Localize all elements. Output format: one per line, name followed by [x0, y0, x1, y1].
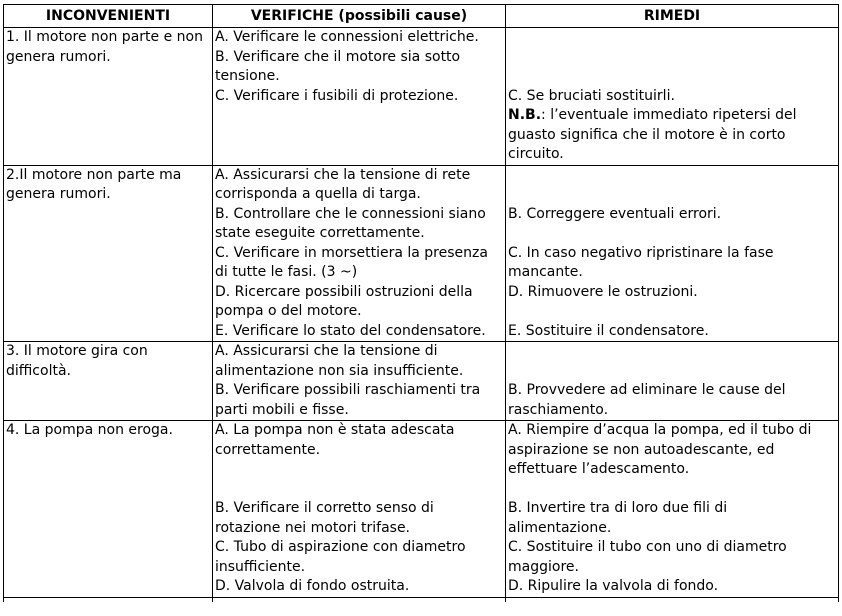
remedy-line: maggiore. — [508, 558, 579, 575]
checks-cell — [213, 421, 506, 598]
check-line: B. Verificare il corretto senso di — [215, 500, 434, 516]
remedy-line: alimentazione. — [508, 519, 612, 536]
problem-line: 2.Il motore non parte ma — [6, 166, 182, 183]
check-line: C. Verificare i fusibili di protezione. — [215, 87, 459, 104]
table-row — [4, 421, 839, 598]
check-line: A. Assicurarsi che la tensione di — [215, 343, 438, 359]
empty-cell — [213, 597, 506, 602]
troubleshooting-table — [3, 4, 839, 602]
check-line: parti mobili e fisse. — [215, 401, 349, 418]
problem-line: 1. Il motore non parte e non — [6, 29, 203, 45]
problem-cell — [4, 342, 213, 421]
remedies-cell — [506, 165, 839, 342]
empty-cell — [4, 597, 213, 602]
remedy-line: aspirazione se non autoadescante, ed — [508, 441, 775, 458]
checks-cell — [213, 165, 506, 342]
remedy-line: B. Correggere eventuali errori. — [508, 205, 722, 222]
remedy-line: D. Rimuovere le ostruzioni. — [508, 283, 698, 300]
remedy-line: B. Provvedere ad eliminare le cause del — [508, 382, 786, 398]
remedies-cell — [506, 342, 839, 421]
table-row — [4, 342, 839, 421]
check-line: state eseguite correttamente. — [215, 225, 425, 241]
check-line: pompa o del motore. — [215, 303, 362, 319]
remedies-cell — [506, 28, 839, 166]
remedy-line: C. Se bruciati sostituirli. — [508, 87, 675, 104]
problem-line: genera rumori. — [6, 186, 111, 202]
table-row — [4, 28, 839, 166]
table-row-partial — [4, 597, 839, 602]
remedy-line: C. In caso negativo ripristinare la fase — [508, 244, 774, 261]
remedy-line: guasto significa che il motore è in corto — [508, 126, 786, 143]
check-line: insufficiente. — [215, 558, 306, 575]
problem-line: genera rumori. — [6, 48, 111, 65]
header-verifiche: VERIFICHE (possibili cause) — [213, 5, 506, 28]
header-rimedi: RIMEDI — [506, 5, 839, 28]
remedies-cell — [506, 421, 839, 598]
table-row — [4, 165, 839, 342]
remedy-line: mancante. — [508, 264, 583, 280]
check-line: rotazione nei motori trifase. — [215, 519, 411, 536]
header-row — [4, 5, 839, 28]
remedy-line: A. Riempire d’acqua la pompa, ed il tubo di — [508, 422, 812, 438]
check-line: corrisponda a quella di targa. — [215, 186, 421, 202]
check-line: B. Verificare possibili raschiamenti tra — [215, 382, 481, 398]
remedy-note-line — [508, 106, 836, 126]
remedy-line: circuito. — [508, 146, 564, 162]
check-line: correttamente. — [215, 441, 321, 458]
problem-line: 3. Il motore gira con — [6, 343, 148, 359]
check-line: B. Verificare che il motore sia sotto — [215, 48, 461, 65]
problem-line: difficoltà. — [6, 362, 71, 379]
check-line: E. Verificare lo stato del condensatore. — [215, 322, 486, 339]
check-line: C. Verificare in morsettiera la presenza — [215, 244, 488, 261]
check-line: A. La pompa non è stata adescata — [215, 422, 455, 438]
check-line: tensione. — [215, 68, 280, 84]
header-inconvenienti: INCONVENIENTI — [4, 5, 213, 28]
check-line: alimentazione non sia insufficiente. — [215, 362, 464, 379]
checks-cell — [213, 28, 506, 166]
remedy-line: raschiamento. — [508, 401, 609, 418]
check-line: D. Valvola di fondo ostruita. — [215, 578, 410, 594]
check-line: A. Verificare le connessioni elettriche. — [215, 29, 479, 45]
problem-cell — [4, 165, 213, 342]
remedy-line: D. Ripulire la valvola di fondo. — [508, 578, 719, 594]
remedy-line: C. Sostituire il tubo con uno di diametro — [508, 539, 787, 555]
remedy-line: effettuare l’adescamento. — [508, 461, 690, 477]
check-line: A. Assicurarsi che la tensione di rete — [215, 166, 471, 183]
nb-text: : l’eventuale immediato ripetersi del — [541, 107, 797, 123]
checks-cell — [213, 342, 506, 421]
remedy-line: E. Sostituire il condensatore. — [508, 322, 709, 339]
check-line: B. Controllare che le connessioni siano — [215, 205, 486, 222]
empty-cell — [506, 597, 839, 602]
problem-cell — [4, 421, 213, 598]
nb-label: N.B. — [508, 107, 542, 123]
check-line: D. Ricercare possibili ostruzioni della — [215, 283, 473, 300]
check-line: di tutte le fasi. (3 ~) — [215, 264, 358, 280]
problem-cell — [4, 28, 213, 166]
problem-line: 4. La pompa non eroga. — [6, 422, 173, 438]
check-line: C. Tubo di aspirazione con diametro — [215, 539, 466, 555]
remedy-line: B. Invertire tra di loro due fili di — [508, 500, 728, 516]
